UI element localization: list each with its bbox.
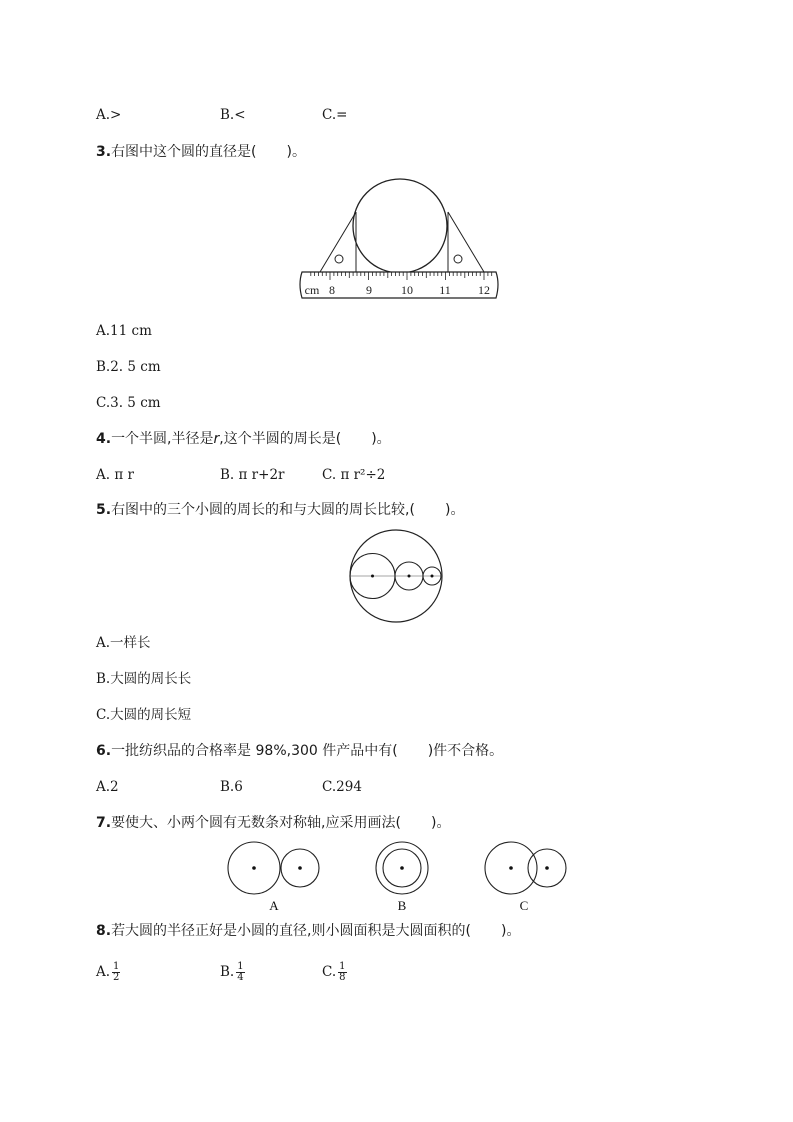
right-set-square [448, 212, 484, 272]
q4-option-c [322, 466, 385, 484]
ruler-circle-figure [296, 176, 502, 304]
option-label: B. [220, 964, 235, 980]
option-text: 11 cm [110, 323, 152, 339]
q3-option-a [96, 322, 152, 340]
q3-option-b [96, 358, 161, 376]
svg-text:11: 11 [439, 283, 451, 297]
svg-text:10: 10 [401, 283, 413, 297]
question-6 [96, 742, 503, 760]
drawing-c [485, 842, 566, 894]
q6-option-c [322, 778, 362, 796]
question-suffix: )。 [286, 144, 306, 160]
q2-option-b [220, 106, 246, 124]
option-label: B. [220, 467, 235, 483]
question-text: 右图中这个圆的直径是( [111, 144, 257, 160]
q4-option-b [220, 466, 285, 484]
option-text: = [336, 107, 348, 123]
question-suffix: )。 [444, 502, 465, 518]
fraction: $\frac{1}{8}$ [339, 961, 346, 983]
option-text: 大圆的周长长 [110, 671, 192, 687]
question-suffix: )。 [371, 431, 391, 447]
question-4 [96, 430, 391, 448]
q8-option-c [322, 962, 347, 983]
option-label: B. [96, 359, 111, 375]
question-number: 7. [96, 815, 112, 831]
option-label: A. [96, 635, 111, 651]
drawing-b [376, 842, 428, 894]
option-text: 大圆的周长短 [110, 707, 192, 723]
drawing-a [228, 842, 319, 894]
option-label: A. [96, 107, 111, 123]
drawing-label-b: B [397, 898, 407, 913]
option-label: B. [220, 779, 235, 795]
svg-text:12: 12 [478, 283, 490, 297]
svg-text:9: 9 [366, 283, 372, 297]
option-label: C. [322, 964, 337, 980]
q5-option-c [96, 706, 191, 724]
option-text: 2 [110, 779, 119, 795]
question-text: 右图中的三个小圆的周长的和与大圆的周长比较,( [111, 502, 415, 518]
q3-option-c [96, 394, 161, 412]
option-text: 3. 5 cm [110, 395, 161, 411]
question-number: 4. [96, 431, 112, 447]
option-label: C. [322, 779, 337, 795]
fraction: $\frac{1}{2}$ [113, 961, 120, 983]
nested-circles-figure [348, 528, 444, 624]
question-suffix: )件不合格。 [427, 743, 504, 759]
option-label: C. [322, 107, 337, 123]
option-text: 一样长 [110, 635, 151, 651]
option-label: B. [96, 671, 111, 687]
option-text: π r [114, 467, 134, 483]
circle-drawings-figure [224, 838, 574, 914]
question-text: ,这个半圆的周长是( [219, 431, 342, 447]
option-text: < [234, 107, 246, 123]
question-7 [96, 814, 450, 832]
question-text: 一个半圆,半径是 [111, 431, 214, 447]
question-text: 若大圆的半径正好是小圆的直径,则小圆面积是大圆面积的( [111, 923, 471, 939]
drawing-label-c: C [519, 898, 529, 913]
option-text: 6 [234, 779, 243, 795]
option-text: 2. 5 cm [110, 359, 161, 375]
option-text: > [110, 107, 122, 123]
q2-option-a [96, 106, 121, 124]
drawing-label-a: A [269, 898, 279, 913]
question-suffix: )。 [430, 815, 451, 831]
ruler-unit: cm [304, 283, 320, 297]
option-label: A. [96, 323, 111, 339]
question-suffix: )。 [500, 923, 521, 939]
q5-option-a [96, 634, 151, 652]
question-8 [96, 922, 520, 940]
svg-text:8: 8 [329, 283, 335, 297]
q6-option-a [96, 778, 119, 796]
q2-option-c [322, 106, 347, 124]
question-number: 6. [96, 743, 112, 759]
q6-option-b [220, 778, 243, 796]
variable-r: r [213, 431, 220, 447]
question-number: 3. [96, 144, 112, 160]
q8-option-b [220, 962, 245, 983]
fraction: $\frac{1}{4}$ [237, 961, 244, 983]
option-text: π r²÷2 [340, 467, 386, 483]
option-label: A. [96, 964, 111, 980]
question-5 [96, 501, 464, 519]
question-text: 一批纺织品的合格率是 98%,300 件产品中有( [111, 743, 398, 759]
circle-shape [353, 179, 447, 273]
question-text: 要使大、小两个圆有无数条对称轴,应采用画法( [111, 815, 401, 831]
question-number: 8. [96, 923, 112, 939]
option-label: A. [96, 779, 111, 795]
question-number: 5. [96, 502, 112, 518]
question-3 [96, 143, 306, 161]
q5-option-b [96, 670, 191, 688]
option-label: C. [96, 707, 111, 723]
q8-option-a [96, 962, 120, 983]
option-text: 294 [336, 779, 362, 795]
option-label: C. [322, 467, 337, 483]
q4-option-a [96, 466, 134, 484]
option-label: B. [220, 107, 235, 123]
option-text: π r+2r [238, 467, 285, 483]
option-label: C. [96, 395, 111, 411]
option-label: A. [96, 467, 111, 483]
